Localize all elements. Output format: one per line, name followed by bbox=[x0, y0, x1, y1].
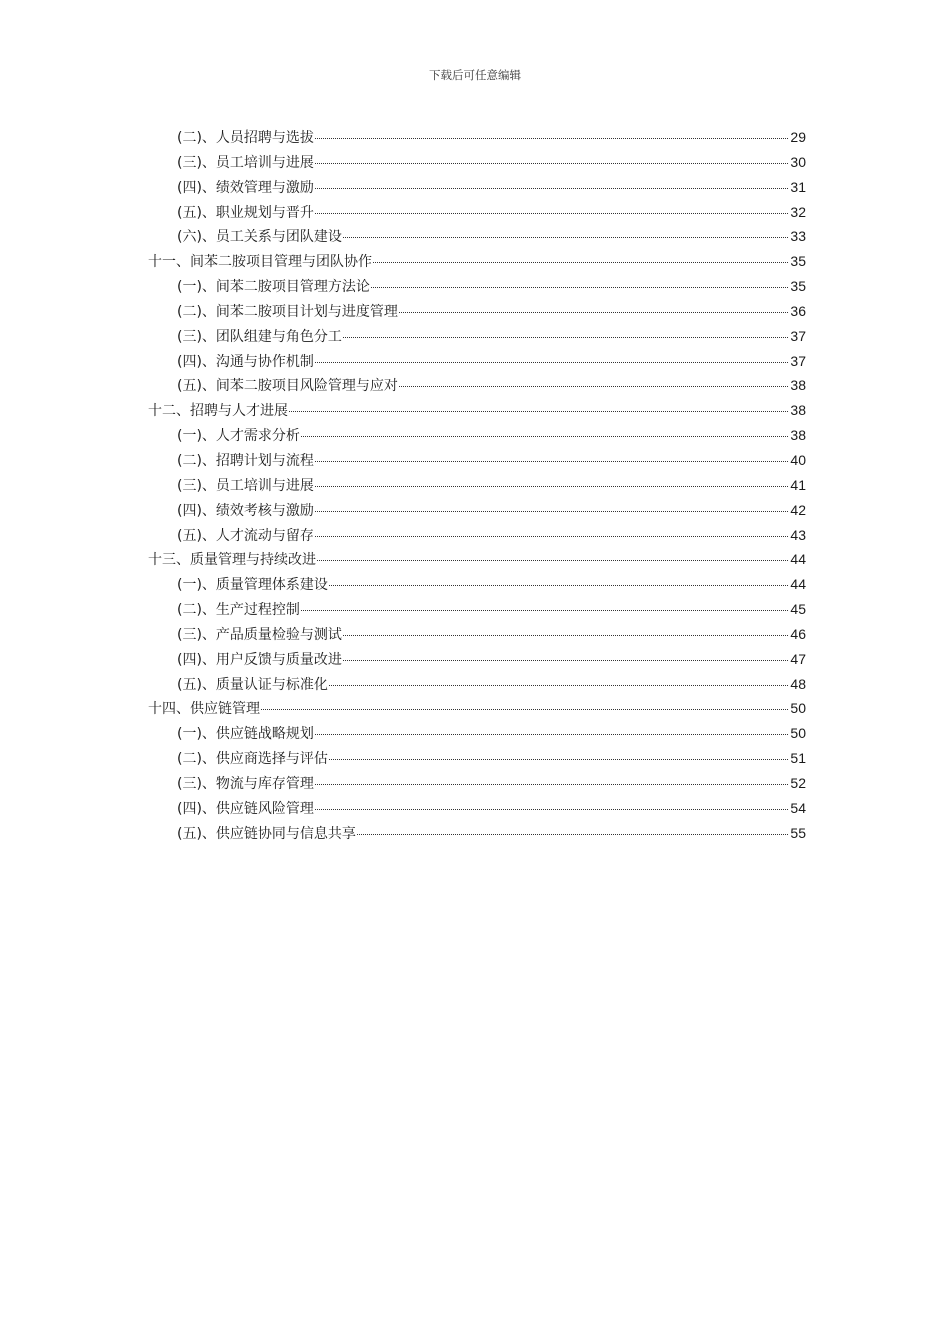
toc-entry-title: (二)、间苯二胺项目计划与进度管理 bbox=[177, 303, 398, 320]
toc-entry-title: (三)、物流与库存管理 bbox=[177, 775, 314, 792]
toc-dot-leader bbox=[315, 212, 788, 214]
toc-subsection-entry[interactable] bbox=[148, 622, 806, 647]
toc-entry-title: (四)、供应链风险管理 bbox=[177, 800, 314, 817]
toc-dot-leader bbox=[315, 510, 788, 512]
toc-dot-leader bbox=[343, 659, 788, 661]
toc-entry-page-number: 29 bbox=[790, 129, 806, 145]
page-header: 下载后可任意编辑 bbox=[429, 68, 521, 82]
toc-dot-leader bbox=[343, 236, 788, 238]
toc-entry-page-number: 54 bbox=[790, 799, 806, 816]
toc-entry-page-number: 43 bbox=[790, 526, 806, 543]
toc-subsection-entry[interactable] bbox=[148, 373, 806, 398]
toc-dot-leader bbox=[315, 535, 788, 537]
toc-entry-page-number: 44 bbox=[790, 551, 806, 568]
toc-entry-page-number: 31 bbox=[790, 178, 806, 195]
toc-entry-page-number: 44 bbox=[790, 576, 806, 593]
toc-dot-leader bbox=[315, 485, 788, 487]
toc-subsection-entry[interactable] bbox=[148, 498, 806, 523]
toc-entry-title: (四)、绩效考核与激励 bbox=[177, 502, 314, 519]
toc-subsection-entry[interactable] bbox=[148, 771, 806, 796]
toc-entry-title: (二)、招聘计划与流程 bbox=[177, 452, 314, 469]
toc-entry-page-number: 55 bbox=[790, 824, 806, 841]
toc-entry-page-number: 50 bbox=[790, 725, 806, 742]
toc-subsection-entry[interactable] bbox=[148, 125, 806, 150]
toc-entry-title: (五)、供应链协同与信息共享 bbox=[177, 825, 356, 842]
toc-entry-page-number: 37 bbox=[790, 327, 806, 344]
toc-dot-leader bbox=[373, 261, 788, 263]
toc-entry-page-number: 41 bbox=[790, 476, 806, 493]
toc-dot-leader bbox=[399, 311, 788, 313]
toc-entry-page-number: 37 bbox=[790, 352, 806, 369]
table-of-contents bbox=[148, 125, 806, 845]
toc-dot-leader bbox=[329, 758, 788, 760]
toc-section-entry[interactable] bbox=[148, 547, 806, 572]
toc-section-entry[interactable] bbox=[148, 696, 806, 721]
toc-dot-leader bbox=[261, 708, 788, 710]
toc-entry-title: (一)、间苯二胺项目管理方法论 bbox=[177, 279, 370, 296]
toc-subsection-entry[interactable] bbox=[148, 274, 806, 299]
toc-subsection-entry[interactable] bbox=[148, 473, 806, 498]
toc-dot-leader bbox=[315, 783, 788, 785]
toc-entry-title: (一)、质量管理体系建设 bbox=[177, 577, 328, 594]
toc-entry-page-number: 35 bbox=[790, 278, 806, 295]
toc-subsection-entry[interactable] bbox=[148, 796, 806, 821]
toc-subsection-entry[interactable] bbox=[148, 299, 806, 324]
toc-entry-title: (五)、间苯二胺项目风险管理与应对 bbox=[177, 378, 398, 395]
toc-entry-page-number: 42 bbox=[790, 501, 806, 518]
toc-entry-page-number: 46 bbox=[790, 625, 806, 642]
toc-entry-title: (六)、员工关系与团队建设 bbox=[177, 229, 342, 246]
toc-subsection-entry[interactable] bbox=[148, 523, 806, 548]
toc-entry-page-number: 51 bbox=[790, 750, 806, 767]
toc-entry-page-number: 30 bbox=[790, 153, 806, 170]
toc-subsection-entry[interactable] bbox=[148, 448, 806, 473]
toc-entry-title: (二)、人员招聘与选拔 bbox=[177, 130, 314, 146]
toc-entry-title: (二)、生产过程控制 bbox=[177, 602, 300, 619]
toc-dot-leader bbox=[315, 733, 788, 735]
toc-entry-page-number: 47 bbox=[790, 650, 806, 667]
toc-entry-page-number: 33 bbox=[790, 228, 806, 245]
toc-subsection-entry[interactable] bbox=[148, 572, 806, 597]
toc-entry-page-number: 36 bbox=[790, 302, 806, 319]
toc-entry-title: (三)、员工培训与进展 bbox=[177, 477, 314, 494]
toc-dot-leader bbox=[343, 336, 788, 338]
toc-subsection-entry[interactable] bbox=[148, 200, 806, 225]
toc-entry-page-number: 38 bbox=[790, 427, 806, 444]
toc-entry-page-number: 35 bbox=[790, 253, 806, 270]
toc-dot-leader bbox=[301, 435, 788, 437]
toc-entry-title: (一)、供应链战略规划 bbox=[177, 726, 314, 743]
toc-section-entry[interactable] bbox=[148, 398, 806, 423]
toc-subsection-entry[interactable] bbox=[148, 746, 806, 771]
toc-entry-title: 十三、质量管理与持续改进 bbox=[148, 552, 316, 569]
toc-dot-leader bbox=[399, 385, 788, 387]
toc-dot-leader bbox=[343, 634, 788, 636]
toc-dot-leader bbox=[371, 286, 788, 288]
toc-entry-title: (五)、质量认证与标准化 bbox=[177, 676, 328, 693]
toc-entry-page-number: 32 bbox=[790, 203, 806, 220]
toc-entry-page-number: 38 bbox=[790, 402, 806, 419]
toc-subsection-entry[interactable] bbox=[148, 597, 806, 622]
toc-entry-page-number: 48 bbox=[790, 675, 806, 692]
toc-subsection-entry[interactable] bbox=[148, 821, 806, 846]
toc-entry-title: (三)、员工培训与进展 bbox=[177, 154, 314, 171]
toc-subsection-entry[interactable] bbox=[148, 672, 806, 697]
toc-subsection-entry[interactable] bbox=[148, 150, 806, 175]
toc-subsection-entry[interactable] bbox=[148, 349, 806, 374]
toc-dot-leader bbox=[315, 137, 788, 139]
toc-section-entry[interactable] bbox=[148, 249, 806, 274]
toc-dot-leader bbox=[315, 162, 788, 164]
toc-entry-title: 十二、招聘与人才进展 bbox=[148, 403, 288, 420]
toc-entry-page-number: 45 bbox=[790, 601, 806, 618]
toc-entry-title: (四)、用户反馈与质量改进 bbox=[177, 651, 342, 668]
toc-entry-title: (一)、人才需求分析 bbox=[177, 428, 300, 445]
toc-subsection-entry[interactable] bbox=[148, 647, 806, 672]
toc-subsection-entry[interactable] bbox=[148, 423, 806, 448]
toc-entry-page-number: 38 bbox=[790, 377, 806, 394]
toc-entry-title: (四)、绩效管理与激励 bbox=[177, 179, 314, 196]
toc-dot-leader bbox=[329, 684, 788, 686]
toc-dot-leader bbox=[317, 559, 788, 561]
toc-dot-leader bbox=[315, 187, 788, 189]
toc-entry-title: (四)、沟通与协作机制 bbox=[177, 353, 314, 370]
toc-entry-page-number: 52 bbox=[790, 774, 806, 791]
toc-entry-title: (三)、团队组建与角色分工 bbox=[177, 328, 342, 345]
toc-entry-page-number: 50 bbox=[790, 700, 806, 717]
toc-entry-title: (五)、人才流动与留存 bbox=[177, 527, 314, 544]
toc-dot-leader bbox=[315, 361, 788, 363]
toc-dot-leader bbox=[357, 833, 788, 835]
toc-dot-leader bbox=[289, 410, 788, 412]
toc-dot-leader bbox=[315, 808, 788, 810]
toc-subsection-entry[interactable] bbox=[148, 224, 806, 249]
toc-subsection-entry[interactable] bbox=[148, 721, 806, 746]
toc-subsection-entry[interactable] bbox=[148, 324, 806, 349]
toc-dot-leader bbox=[315, 460, 788, 462]
toc-entry-title: (二)、供应商选择与评估 bbox=[177, 751, 328, 768]
toc-entry-title: 十四、供应链管理 bbox=[148, 701, 260, 718]
toc-entry-title: (五)、职业规划与晋升 bbox=[177, 204, 314, 221]
toc-entry-title: (三)、产品质量检验与测试 bbox=[177, 626, 342, 643]
toc-subsection-entry[interactable] bbox=[148, 175, 806, 200]
toc-entry-title: 十一、间苯二胺项目管理与团队协作 bbox=[148, 254, 372, 271]
toc-dot-leader bbox=[329, 584, 788, 586]
toc-entry-page-number: 40 bbox=[790, 451, 806, 468]
toc-dot-leader bbox=[301, 609, 788, 611]
